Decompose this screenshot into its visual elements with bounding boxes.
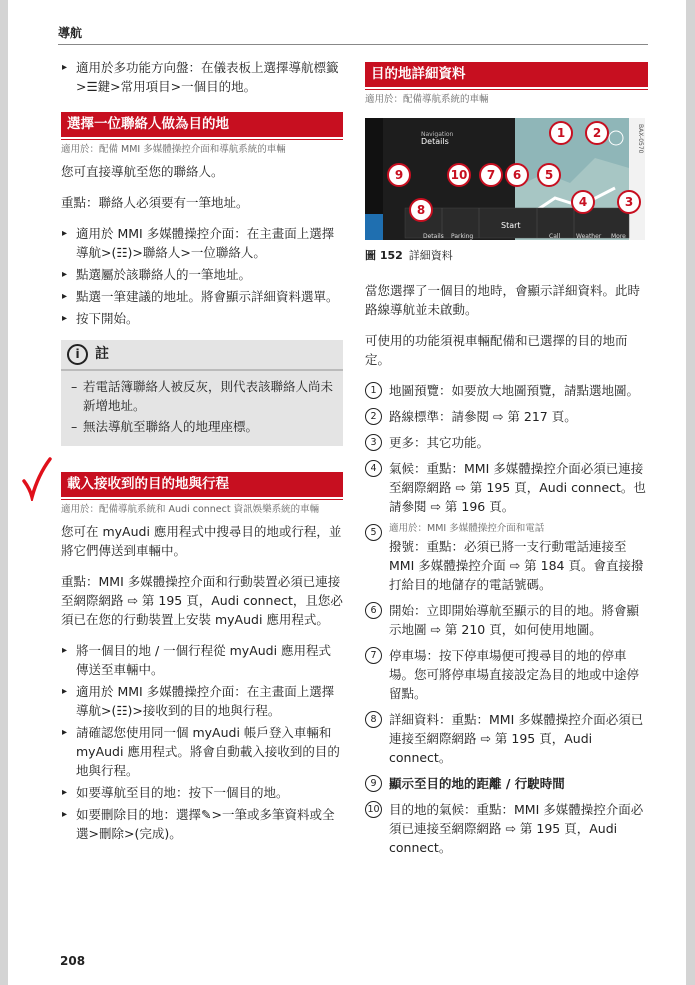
note-header	[61, 340, 343, 371]
legend-item	[365, 774, 648, 793]
legend-item	[365, 601, 648, 639]
note-body	[61, 371, 343, 446]
paragraph: 重點：聯絡人必須要有一筆地址。	[61, 195, 249, 210]
paragraph: 可使用的功能須視車輛配備和已選擇的目的地而定。	[365, 333, 628, 367]
step-list	[61, 641, 343, 843]
number-badge: 4	[365, 460, 382, 477]
right-column	[365, 58, 648, 864]
legend-text: 氣候：重點：MMI 多媒體操控介面必須已連接至網際網路 ⇨ 第 195 頁，Audi connect。也請參閱 ⇨ 第 196 頁。	[389, 461, 646, 514]
legend-text: 停車場：按下停車場便可搜尋目的地的停車場。您可將停車場直接設定為目的地或中途停留點。	[389, 648, 640, 701]
paragraph: 重點：MMI 多媒體操控介面和行動裝置必須已連接至網際網路 ⇨ 第 195 頁，Audi connect，且您必須已在您的行動裝置上安裝 myAudi 應用程式。	[61, 574, 343, 627]
section-title-details: 目的地詳細資料	[365, 62, 648, 87]
running-header: 導航	[58, 26, 83, 40]
callout-1: 1	[549, 121, 573, 145]
button-call: Call	[549, 233, 561, 240]
paragraph: 您可直接導航至您的聯絡人。	[61, 164, 224, 179]
legend-item	[365, 646, 648, 703]
screen-title: Details	[421, 137, 449, 146]
callout-5: 5	[537, 163, 561, 187]
legend-text: 地圖預覽：如要放大地圖預覽，請點選地圖。	[389, 383, 640, 398]
callout-4: 4	[571, 190, 595, 214]
info-icon: i	[67, 344, 88, 365]
legend-item	[365, 381, 648, 400]
number-badge: 2	[365, 408, 382, 425]
number-badge: 9	[365, 775, 382, 792]
legend-text: 目的地的氣候：重點：MMI 多媒體操控介面必須已連接至網際網路 ⇨ 第 195 頁，Audi connect。	[389, 802, 644, 855]
callout-10: 10	[447, 163, 471, 187]
legend-item	[365, 459, 648, 516]
number-badge: 5	[365, 524, 382, 541]
callout-9: 9	[387, 163, 411, 187]
intro-bullet: ▸ 適用於多功能方向盤：在儀表板上選擇導航標籤>☰鍵>常用項目>一個目的地。	[61, 58, 343, 96]
list-item: – 無法導航至聯絡人的地理座標。	[71, 417, 333, 436]
step-list	[61, 224, 343, 328]
legend-text: 詳細資料：重點：MMI 多媒體操控介面必須已連接至網際網路 ⇨ 第 195 頁，Audi connect。	[389, 712, 644, 765]
applies-to: 適用於：配備 MMI 多媒體操控介面和導航系統的車輛	[61, 144, 286, 155]
note-box	[61, 340, 343, 446]
list-item: ▸ 適用於 MMI 多媒體操控介面：在主畫面上選擇導航>(☷)>接收到的目的地與行程。	[61, 682, 343, 720]
paragraph: 您可在 myAudi 應用程式中搜尋目的地或行程，並將它們傳送到車輛中。	[61, 524, 342, 558]
list-item: ▸ 如要刪除目的地：選擇✎>一筆或多筆資料或全選>刪除>(完成)。	[61, 805, 343, 843]
list-item: ▸ 點選屬於該聯絡人的一筆地址。	[61, 265, 343, 284]
number-badge: 1	[365, 382, 382, 399]
legend-item	[365, 523, 648, 594]
callout-8: 8	[409, 198, 433, 222]
note-title: 註	[95, 346, 109, 362]
legend-item	[365, 433, 648, 452]
legend-item	[365, 710, 648, 767]
number-badge: 3	[365, 434, 382, 451]
number-badge: 10	[365, 801, 382, 818]
left-column	[61, 58, 343, 846]
number-badge: 8	[365, 711, 382, 728]
legend-item	[365, 800, 648, 857]
screen-subtitle: Navigation	[421, 131, 454, 138]
header-rule	[58, 44, 648, 45]
legend-text: 撥號：重點：必須已將一支行動電話連接至 MMI 多媒體操控介面 ⇨ 第 184 頁。會直接撥打給目的地儲存的電話號碼。	[389, 539, 644, 592]
legend-text: 顯示至目的地的距離 / 行駛時間	[389, 776, 565, 791]
legend-text: 開始：立即開始導航至顯示的目的地。將會顯示地圖 ⇨ 第 210 頁，如何使用地圖。	[389, 603, 640, 637]
list-item: ▸ 請確認您使用同一個 myAudi 帳戶登入車輛和 myAudi 應用程式。將會自動載入接收到的目的地與行程。	[61, 723, 343, 780]
list-item: ▸ 點選一筆建議的地址。將會顯示詳細資料選單。	[61, 287, 343, 306]
button-parking: Parking	[451, 233, 474, 240]
applies-to: 適用於：MMI 多媒體操控介面和電話	[389, 523, 545, 534]
number-badge: 6	[365, 602, 382, 619]
list-item: ▸ 如要導航至目的地：按下一個目的地。	[61, 783, 343, 802]
page-number: 208	[60, 954, 86, 968]
callout-6: 6	[505, 163, 529, 187]
applies-to: 適用於：配備導航系統和 Audi connect 資訊娛樂系統的車輛	[61, 504, 320, 515]
callout-2: 2	[585, 121, 609, 145]
list-item: ▸ 適用於 MMI 多媒體操控介面：在主畫面上選擇導航>(☷)>聯絡人>一位聯絡人。	[61, 224, 343, 262]
legend-item	[365, 407, 648, 426]
section-title-contact: 選擇一位聯絡人做為目的地	[61, 112, 343, 137]
button-details: Details	[423, 233, 444, 240]
mmi-screen-figure	[365, 118, 645, 240]
legend-text: 路線標準：請參閱 ⇨ 第 217 頁。	[389, 409, 577, 424]
figure-tag: BAX-0570	[637, 124, 644, 154]
paragraph: 當您選擇了一個目的地時，會顯示詳細資料。此時路線導航並未啟動。	[365, 283, 641, 317]
legend-text: 更多：其它功能。	[389, 435, 490, 450]
button-weather: Weather	[576, 233, 602, 240]
button-start: Start	[501, 221, 521, 230]
number-badge: 7	[365, 647, 382, 664]
section-title-received: 載入接收到的目的地與行程	[61, 472, 343, 497]
applies-to: 適用於：配備導航系統的車輛	[365, 94, 489, 105]
list-item: ▸ 按下開始。	[61, 309, 343, 328]
callout-legend	[365, 381, 648, 857]
figure-number: 圖 152	[365, 249, 403, 262]
button-more: More	[611, 233, 626, 240]
handwritten-checkmark-icon	[20, 455, 54, 501]
figure-caption-text: 詳細資料	[408, 249, 453, 262]
list-item: ▸ 將一個目的地 / 一個行程從 myAudi 應用程式傳送至車輛中。	[61, 641, 343, 679]
figure-caption	[365, 246, 648, 265]
manual-page	[8, 0, 686, 985]
callout-7: 7	[479, 163, 503, 187]
callout-3: 3	[617, 190, 641, 214]
list-item: – 若電話簿聯絡人被反灰，則代表該聯絡人尚未新增地址。	[71, 377, 333, 415]
